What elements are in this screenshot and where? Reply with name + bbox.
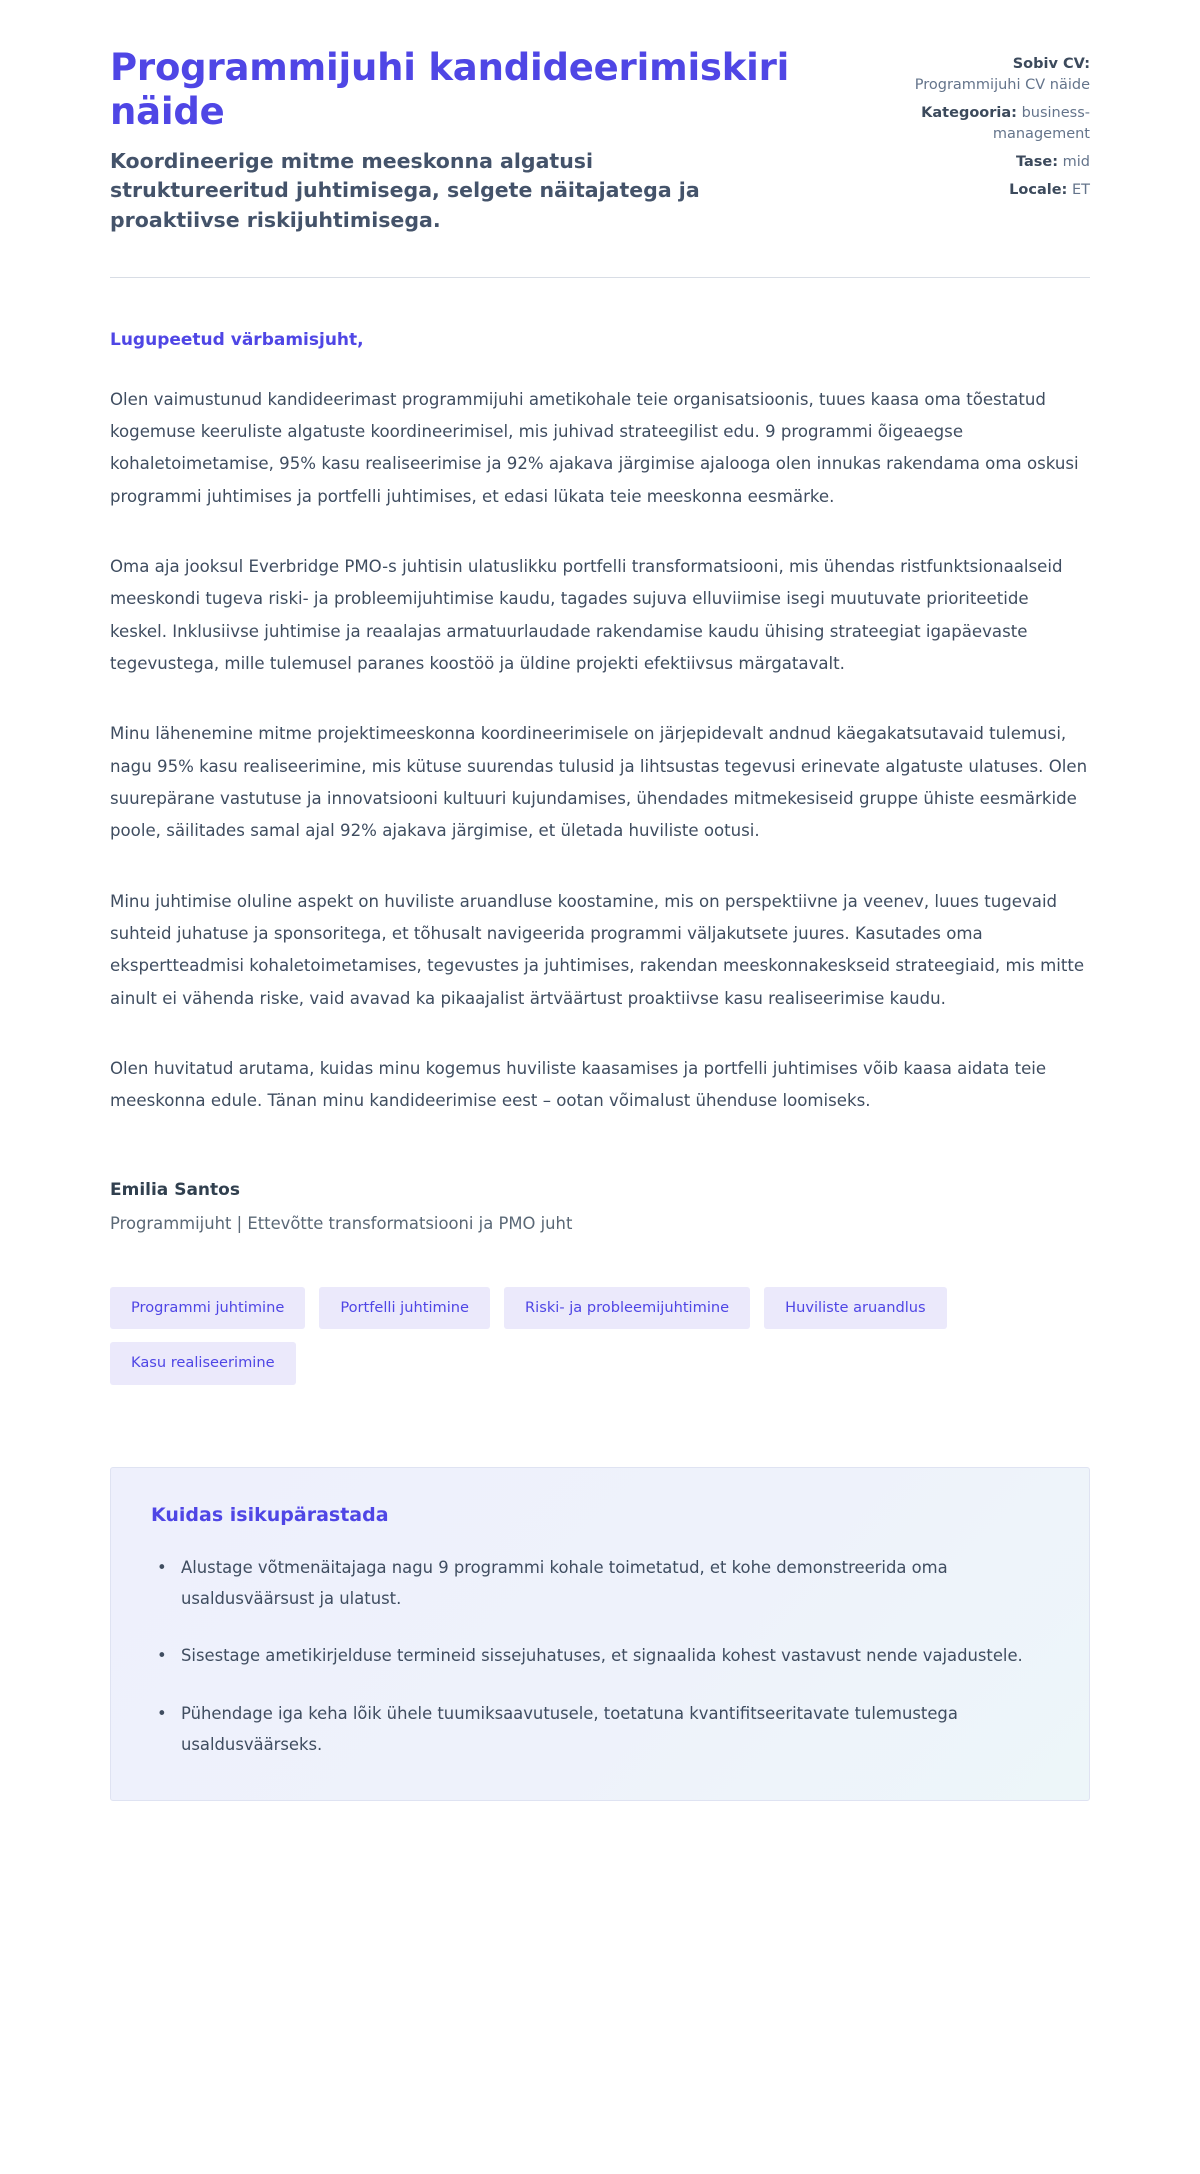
list-item — [151, 1552, 1049, 1614]
skill-tag[interactable]: Portfelli juhtimine — [319, 1287, 490, 1330]
meta-row-matching-cv — [910, 54, 1090, 96]
bullet-icon: • — [157, 1646, 167, 1666]
skill-tag[interactable]: Riski- ja probleemijuhtimine — [504, 1287, 750, 1330]
skill-tag-list — [110, 1287, 1040, 1385]
list-item — [151, 1640, 1049, 1671]
signature-block — [110, 1180, 1090, 1233]
meta-value-category: business-management — [992, 105, 1090, 143]
callout-title: Kuidas isikupärastada — [151, 1504, 389, 1527]
list-item-text: Pühendage iga keha lõik ühele tuumiksaavutusele, toetatuna kvantifitseeritavate tulemustega usaldusväärseks. — [181, 1703, 958, 1754]
signature-name: Emilia Santos — [110, 1179, 240, 1200]
list-item-text: Alustage võtmenäitajaga nagu 9 programmi kohale toimetatud, et kohe demonstreerida oma usaldusväärsust ja ulatust. — [181, 1558, 948, 1609]
personalization-callout — [110, 1467, 1090, 1801]
page-title: Programmijuhi kandideerimiskiri näide — [110, 46, 790, 133]
meta-label-category: Kategooria: — [921, 105, 1017, 122]
list-item-text: Sisestage ametikirjelduse termineid sissejuhatuses, et signaalida kohest vastavust nende vajadustele. — [181, 1646, 1023, 1666]
bullet-icon: • — [157, 1703, 167, 1723]
cover-letter-body — [110, 278, 1090, 1233]
meta-label-locale: Locale: — [1009, 182, 1068, 199]
paragraph-5: Olen huvitatud arutama, kuidas minu kogemus huviliste kaasamises ja portfelli juhtimises võib kaasa aidata teie meeskonna edule. Tänan minu kandideerimise eest – ootan võimalust ühenduse loomiseks. — [110, 1059, 1047, 1111]
skill-tag[interactable]: Huviliste aruandlus — [764, 1287, 947, 1330]
meta-row-level — [910, 152, 1090, 173]
paragraph-2: Oma aja jooksul Everbridge PMO-s juhtisin ulatuslikku portfelli transformatsiooni, mis ühendas ristfunktsionaalseid meeskondi tugeva riski- ja probleemijuhtimise kaudu, tagades sujuva elluviimise isegi muutuvate prioriteetide keskel. Inklusiivse juhtimise ja reaalajas armatuurlaudade rakendamise kaudu ühising strateegiat igapäevaste tegevustega, mille tulemusel paranes koostöö ja üldine projekti efektiivsus märgatavalt. — [110, 557, 1063, 674]
callout-tip-list — [151, 1552, 1049, 1760]
paragraph-4: Minu juhtimise oluline aspekt on huviliste aruandluse koostamine, mis on perspektiivne ja veenev, luues tugevaid suhteid juhatuse ja sponsoritega, et tõhusalt navigeerida programmi väljakutsete juures. Kasutades oma ekspertteadmisi kohaletoimetamises, tegevustes ja juhtimises, rakendan meeskonnakeskseid strateegiaid, mis mitte ainult ei vähenda riske, vaid avavad ka pikaajalist ärtväärtust proaktiivse kasu realiseerimise kaudu. — [110, 891, 1085, 1008]
skill-tag[interactable]: Kasu realiseerimine — [110, 1342, 296, 1385]
document-header — [110, 46, 1090, 235]
meta-row-locale — [910, 180, 1090, 201]
meta-value-matching-cv: Programmijuhi CV näide — [914, 77, 1090, 94]
document-metadata — [910, 46, 1090, 201]
page-subtitle: Koordineerige mitme meeskonna algatusi struktureeritud juhtimisega, selgete näitajatega ja proaktiivse riskijuhtimisega. — [110, 149, 700, 232]
signature-role: Programmijuht | Ettevõtte transformatsiooni ja PMO juht — [110, 1213, 573, 1233]
paragraph-3: Minu lähenemine mitme projektimeeskonna koordineerimisele on järjepidevalt andnud käegakatsutavaid tulemusi, nagu 95% kasu realiseerimine, mis kütuse suurendas tulusid ja lihtsustas tegevusi erinevate algatuste ulatuses. Olen suurepärane vastutuse ja innovatsiooni kultuuri kujundamises, ühendades mitmekesiseid gruppe ühiste eesmärkide poole, säilitades samal ajal 92% ajakava järgimise, et ületada huviliste ootusi. — [110, 724, 1088, 841]
meta-label-level: Tase: — [1015, 154, 1059, 171]
meta-row-category — [910, 103, 1090, 145]
skill-tag[interactable]: Programmi juhtimine — [110, 1287, 305, 1330]
salutation: Lugupeetud värbamisjuht, — [110, 329, 364, 350]
meta-value-locale: ET — [1071, 182, 1090, 199]
meta-value-level: mid — [1062, 154, 1090, 171]
bullet-icon: • — [157, 1558, 167, 1578]
paragraph-1: Olen vaimustunud kandideerimast programmijuhi ametikohale teie organisatsioonis, tuues kaasa oma tõestatud kogemuse keeruliste algatuste koordineerimisel, mis juhivad strateegilist edu. 9 programmi õigeaegse kohaletoimetamise, 95% kasu realiseerimise ja 92% ajakava järgimise ajalooga olen innukas rakendama oma oskusi programmi juhtimises ja portfelli juhtimises, et edasi lükata teie meeskonna eesmärke. — [110, 389, 1079, 506]
list-item — [151, 1698, 1049, 1760]
header-title-block — [110, 46, 870, 235]
meta-label-matching-cv: Sobiv CV: — [1012, 56, 1090, 72]
